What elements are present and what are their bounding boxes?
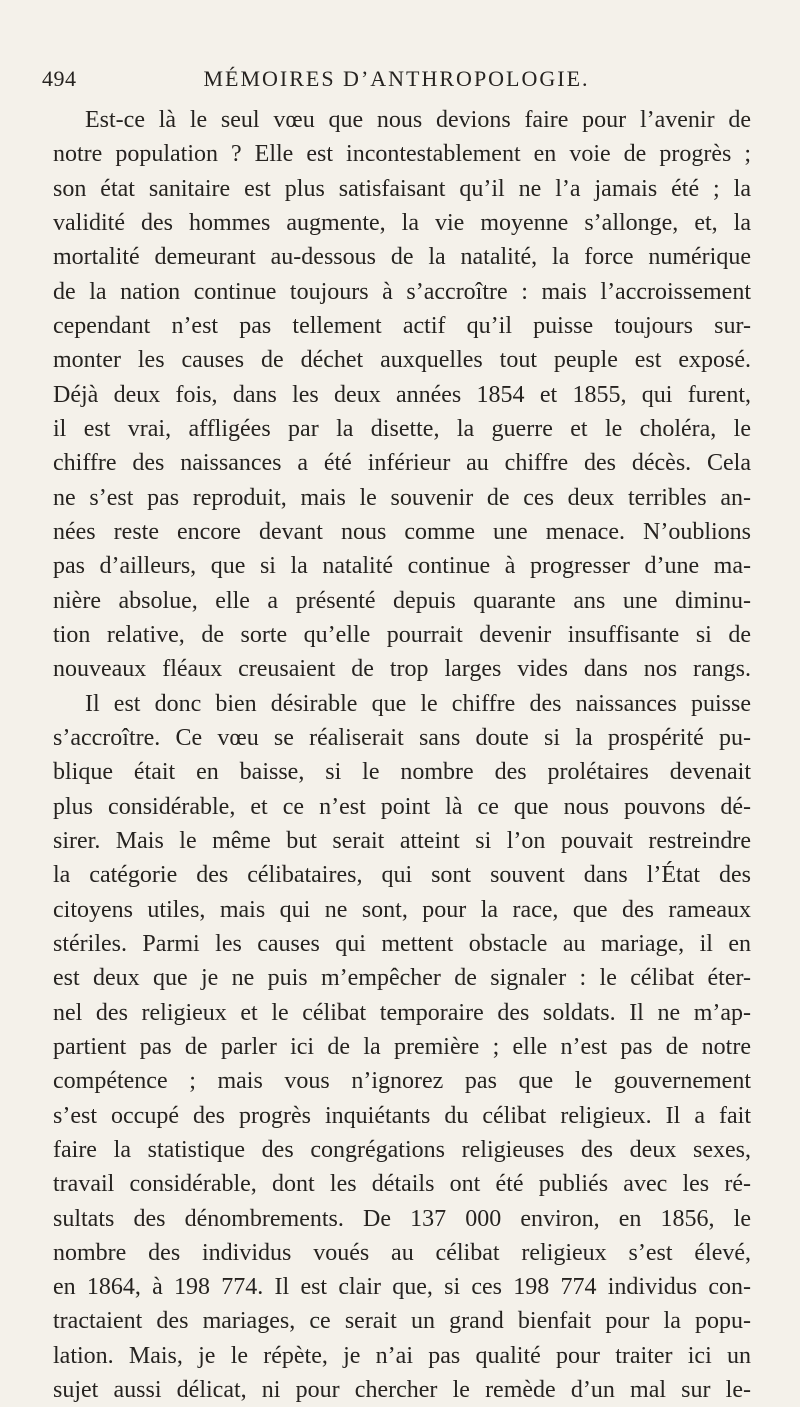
text-line: compétence ; mais vous n’ignorez pas que le gouvernement: [53, 1068, 751, 1095]
text-line: nées reste encore devant nous comme une menace. N’oublions: [53, 518, 751, 545]
body-text: [53, 103, 751, 1407]
text-line: nombre des individus voués au célibat religieux s’est élevé,: [53, 1239, 751, 1266]
text-line: stériles. Parmi les causes qui mettent obstacle au mariage, il en: [53, 930, 751, 957]
running-title: MÉMOIRES D’ANTHROPOLOGIE.: [203, 66, 590, 91]
text-line: monter les causes de déchet auxquelles tout peuple est exposé.: [53, 347, 751, 374]
text-line: ne s’est pas reproduit, mais le souvenir de ces deux terribles an-: [53, 484, 751, 511]
text-line: plus considérable, et ce n’est point là ce que nous pouvons dé-: [53, 793, 751, 820]
text-line: de la nation continue toujours à s’accroître : mais l’accroissement: [53, 278, 751, 305]
text-line: tion relative, de sorte qu’elle pourrait devenir insuffisante si de: [53, 621, 751, 648]
text-line: citoyens utiles, mais qui ne sont, pour la race, que des rameaux: [53, 896, 751, 923]
text-line: faire la statistique des congrégations religieuses des deux sexes,: [53, 1136, 751, 1163]
page-number: 494: [42, 66, 77, 91]
text-line: travail considérable, dont les détails ont été publiés avec les ré-: [53, 1171, 751, 1198]
text-line: Il est donc bien désirable que le chiffre des naissances puisse: [85, 690, 751, 717]
text-line: mortalité demeurant au-dessous de la natalité, la force numérique: [53, 244, 751, 271]
text-line: blique était en baisse, si le nombre des prolétaires devenait: [53, 759, 751, 786]
text-line: nouveaux fléaux creusaient de trop larges vides dans nos rangs.: [53, 656, 751, 683]
text-line: sujet aussi délicat, ni pour chercher le remède d’un mal sur le-: [53, 1377, 751, 1404]
text-line: chiffre des naissances a été inférieur au chiffre des décès. Cela: [53, 450, 751, 477]
page-header: [42, 66, 751, 98]
text-line: cependant n’est pas tellement actif qu’il puisse toujours sur-: [53, 312, 751, 339]
text-line: validité des hommes augmente, la vie moyenne s’allonge, et, la: [53, 209, 751, 236]
text-line: nel des religieux et le célibat temporaire des soldats. Il ne m’ap-: [53, 999, 751, 1026]
text-line: Est-ce là le seul vœu que nous devions faire pour l’avenir de: [85, 107, 751, 133]
text-line: tractaient des mariages, ce serait un grand bienfait pour la popu-: [53, 1308, 751, 1335]
text-line: Déjà deux fois, dans les deux années 1854 et 1855, qui furent,: [53, 381, 751, 408]
text-line: il est vrai, affligées par la disette, la guerre et le choléra, le: [53, 415, 751, 442]
text-line: sultats des dénombrements. De 137 000 environ, en 1856, le: [53, 1205, 751, 1232]
text-line: en 1864, à 198 774. Il est clair que, si ces 198 774 individus con-: [53, 1274, 751, 1301]
text-line: partient pas de parler ici de la première ; elle n’est pas de notre: [53, 1033, 751, 1060]
text-line: pas d’ailleurs, que si la natalité continue à progresser d’une ma-: [53, 553, 751, 580]
text-line: sirer. Mais le même but serait atteint si l’on pouvait restreindre: [53, 827, 751, 854]
text-line: son état sanitaire est plus satisfaisant qu’il ne l’a jamais été ; la: [53, 175, 751, 202]
text-line: s’est occupé des progrès inquiétants du célibat religieux. Il a fait: [53, 1102, 751, 1129]
text-line: notre population ? Elle est incontestablement en voie de progrès ;: [53, 141, 751, 168]
text-line: nière absolue, elle a présenté depuis quarante ans une diminu-: [53, 587, 751, 614]
text-line: la catégorie des célibataires, qui sont souvent dans l’État des: [53, 862, 751, 889]
text-line: est deux que je ne puis m’empêcher de signaler : le célibat éter-: [53, 965, 751, 992]
text-line: lation. Mais, je le répète, je n’ai pas qualité pour traiter ici un: [53, 1342, 751, 1369]
text-line: s’accroître. Ce vœu se réaliserait sans doute si la prospérité pu-: [53, 724, 751, 751]
